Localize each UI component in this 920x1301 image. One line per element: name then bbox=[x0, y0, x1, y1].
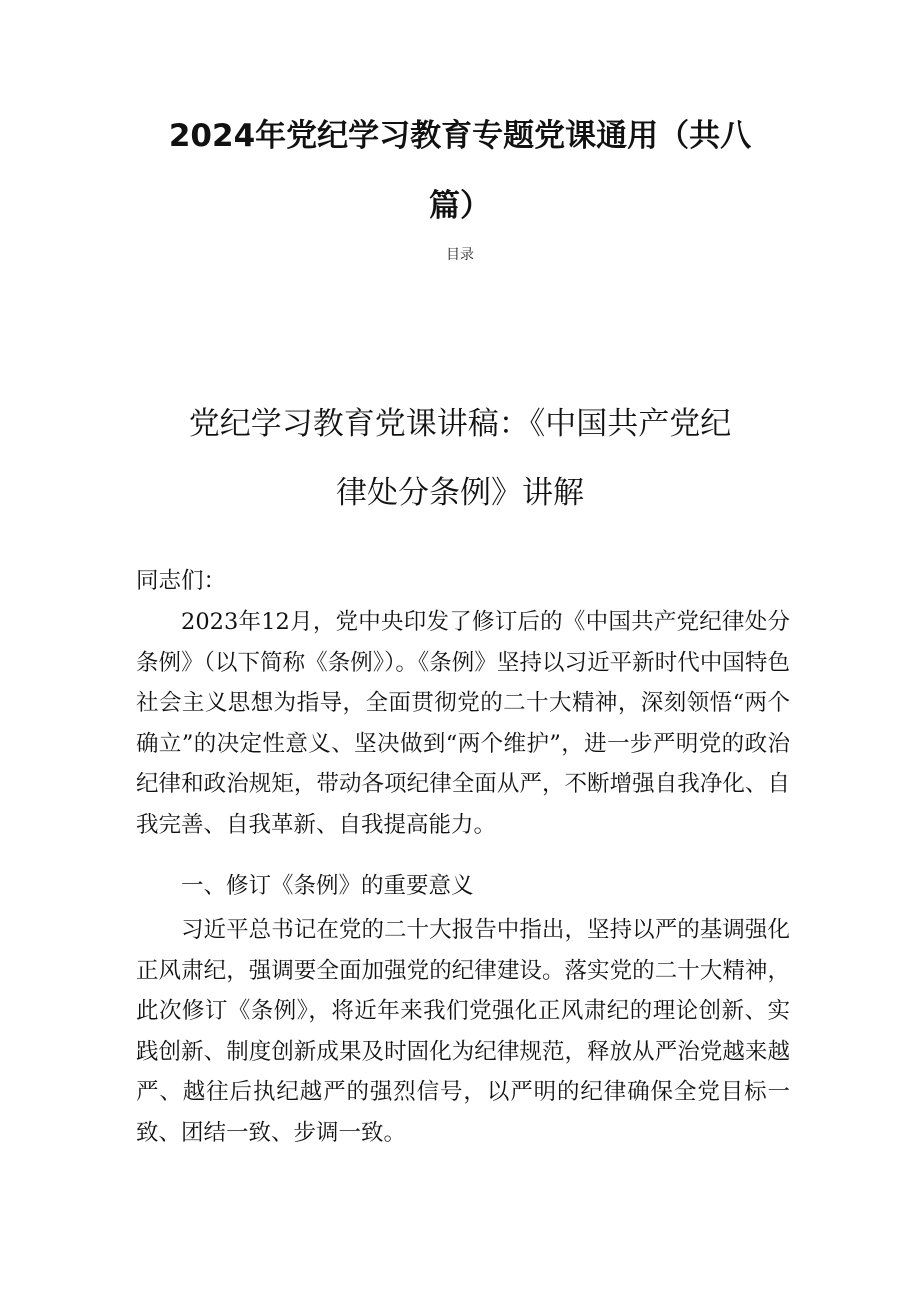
table-of-contents-label: 目录 bbox=[446, 247, 474, 263]
body-paragraph-2: 习近平总书记在党的二十大报告中指出，坚持以严的基调强化正风肃纪，强调要全面加强党的纪律建设。落实党的二十大精神，此次修订《条例》，将近年来我们党强化正风肃纪的理论创新、实践创新、制度创新成果及时固化为纪律规范，释放从严治党越来越严、越往后执纪越严的强烈信号，以严明的纪律确保全党目标一致、团结一致、步调一致。 bbox=[136, 917, 790, 1146]
lecture-title-line-1: 党纪学习教育党课讲稿：《中国共产党纪 bbox=[188, 406, 732, 442]
section-heading-1: 一、修订《条例》的重要意义 bbox=[181, 873, 474, 899]
document-title-line-1: 2024年党纪学习教育专题党课通用（共八 bbox=[168, 118, 752, 154]
body-paragraph-1: 2023年12月，党中央印发了修订后的《中国共产党纪律处分条例》（以下简称《条例》）。《条例》坚持以习近平新时代中国特色社会主义思想为指导，全面贯彻党的二十大精神，深刻领悟“两个确立”的决定性意义、坚决做到“两个维护”，进一步严明党的政治纪律和政治规矩，带动各项纪律全面从严，不断增强自我净化、自我完善、自我革新、自我提高能力。 bbox=[136, 609, 790, 838]
salutation: 同志们： bbox=[136, 568, 227, 594]
document-title-line-2: 篇） bbox=[429, 188, 491, 224]
lecture-title-line-2: 律处分条例》讲解 bbox=[336, 475, 584, 511]
